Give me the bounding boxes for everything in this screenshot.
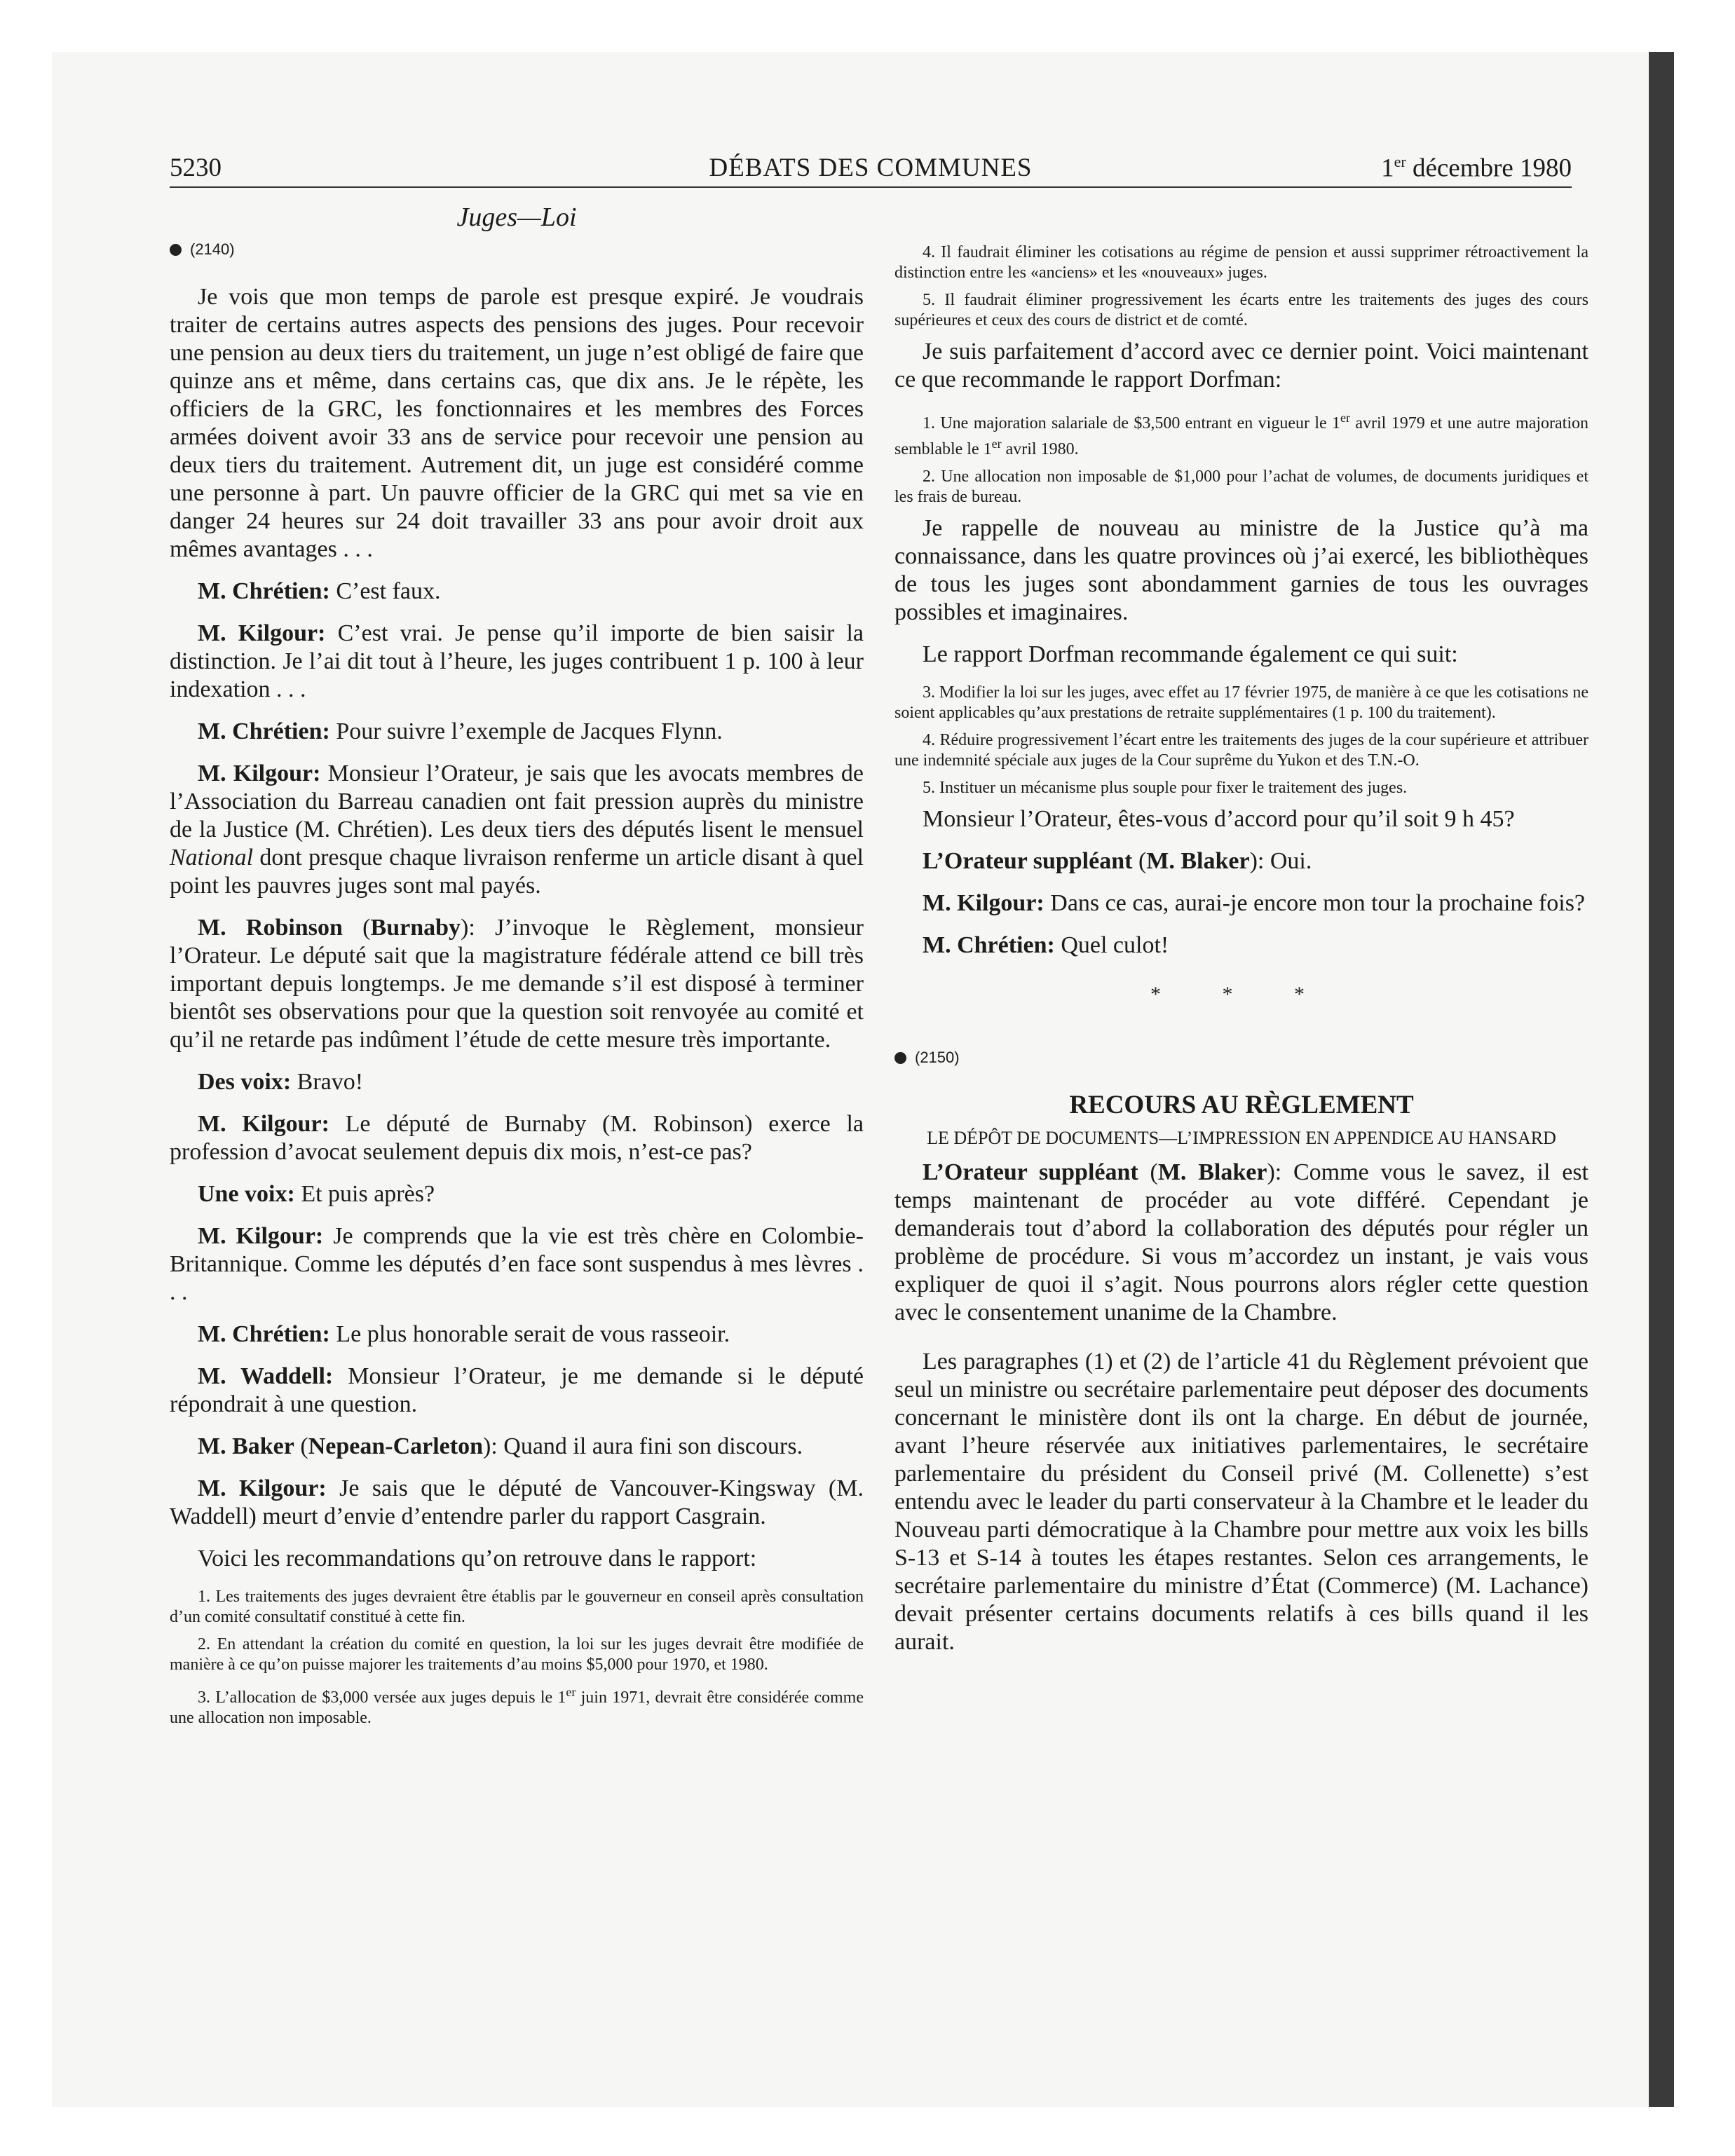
speech-paragraph: M. Chrétien: Pour suivre l’exemple de Jacques Flynn. <box>198 718 723 744</box>
speech-paragraph: Des voix: Bravo! <box>198 1069 364 1095</box>
speech-paragraph: Je vois que mon temps de parole est presque expiré. Je voudrais traiter de certains autres aspects des pensions des juges. Pour recevoir une pension au deux tiers du traitement, un juge n’est obligé de faire que quinze ans et même, dans certains cas, que dix ans. Je le répète, les officiers de la GRC, les fonctionnaires et les membres des Forces armées doivent avoir 33 ans de service pour recevoir une pension au deux tiers du traitement. Autrement dit, un juge est considéré comme une personne à part. Un pauvre officier de la GRC qui met sa vie en danger 24 heures sur 24 doit travailler 33 ans pour avoir droit aux mêmes avantages . . . <box>170 284 864 562</box>
header-rule <box>170 186 1572 188</box>
bullet-icon <box>894 1052 906 1064</box>
page-number: 5230 <box>170 153 222 182</box>
scan-edge-shadow <box>1649 52 1674 2107</box>
speech-paragraph: M. Kilgour: C’est vrai. Je pense qu’il importe de bien saisir la distinction. Je l’ai dit tout à l’heure, les juges contribuent 1 p. 100 à leur indexation . . . <box>170 620 864 702</box>
speech-paragraph: M. Kilgour: Je comprends que la vie est très chère en Colombie-Britannique. Comme les députés d’en face sont suspendus à mes lèvres . . . <box>170 1223 864 1305</box>
speech-paragraph: M. Chrétien: Quel culot! <box>923 932 1169 958</box>
left-column <box>170 203 864 1735</box>
recommendation-item: 2. Une allocation non imposable de $1,000 pour l’achat de volumes, de documents juridiques et les frais de bureau. <box>894 468 1588 506</box>
recommendation-item: 3. L’allocation de $3,000 versée aux juges depuis le 1er juin 1971, devrait être considérée comme une allocation non imposable. <box>170 1685 864 1727</box>
recommendation-item: 3. Modifier la loi sur les juges, avec effet au 17 février 1975, de manière à ce que les cotisations ne soient applicables qu’aux prestations de retraite supplémentaires (1 p. 100 du traitement). <box>894 683 1588 722</box>
speech-paragraph: L’Orateur suppléant (M. Blaker): Oui. <box>923 848 1312 874</box>
recommendation-item: 1. Les traitements des juges devraient être établis par le gouverneur en conseil après consultation d’un comité consultatif constitué à cette fin. <box>170 1588 864 1626</box>
recommendation-item: 4. Il faudrait éliminer les cotisations au régime de pension et aussi supprimer rétroactivement la distinction entre les «anciens» et les «nouveaux» juges. <box>894 243 1588 282</box>
speech-paragraph: Monsieur l’Orateur, êtes-vous d’accord pour qu’il soit 9 h 45? <box>923 806 1515 832</box>
right-column <box>894 203 1588 1670</box>
speech-paragraph: M. Robinson (Burnaby): J’invoque le Règlement, monsieur l’Orateur. Le député sait que la magistrature fédérale attend ce bill très important depuis longtemps. Je me demande s’il est disposé à terminer bientôt ses observations pour que la question soit renvoyée au comité et qu’il ne retarde pas indûment l’étude de cette mesure très importante. <box>170 915 864 1053</box>
section-title: RECOURS AU RÈGLEMENT <box>1069 1091 1414 1119</box>
speech-paragraph: L’Orateur suppléant (M. Blaker): Comme vous le savez, il est temps maintenant de procéder au vote différé. Cependant je demanderais tout d’abord la collaboration des députés pour régler un problème de procédure. Si vous m’accordez un instant, je vais vous expliquer de quoi il s’agit. Nous pourrons alors régler cette question avec le consentement unanime de la Chambre. <box>894 1159 1588 1325</box>
speech-paragraph: M. Chrétien: C’est faux. <box>198 578 441 604</box>
speech-paragraph: M. Waddell: Monsieur l’Orateur, je me demande si le député répondrait à une question. <box>170 1363 864 1417</box>
speech-paragraph: Les paragraphes (1) et (2) de l’article 41 du Règlement prévoient que seul un ministre ou secrétaire parlementaire peut déposer des documents concernant le ministère dont ils ont la charge. En début de journée, avant l’heure réservée aux initiatives parlementaires, le secrétaire parlementaire du président du Conseil privé (M. Collenette) s’est entendu avec le leader du parti conservateur à la Chambre et le leader du Nouveau parti démocratique à la Chambre pour mettre aux voix les bills S-13 et S-14 à toutes les étapes restantes. Selon ces arrangements, le secrétaire parlementaire du ministre d’État (Commerce) (M. Lachance) devait présenter certains documents relatifs à ces bills quand il les aurait. <box>894 1349 1588 1655</box>
page-header <box>170 153 1572 186</box>
speech-paragraph: M. Kilgour: Monsieur l’Orateur, je sais que les avocats membres de l’Association du Barreau canadien ont fait pression auprès du ministre de la Justice (M. Chrétien). Les deux tiers des députés lisent le mensuel National dont presque chaque livraison renferme un article disant à quel point les pauvres juges sont mal payés. <box>170 760 864 899</box>
speech-paragraph: Je suis parfaitement d’accord avec ce dernier point. Voici maintenant ce que recommande le rapport Dorfman: <box>894 339 1588 393</box>
recommendation-item: 5. Instituer un mécanisme plus souple pour fixer le traitement des juges. <box>923 779 1408 797</box>
subsection-title: LE DÉPÔT DE DOCUMENTS—L’IMPRESSION EN APPENDICE AU HANSARD <box>927 1128 1556 1148</box>
speech-paragraph: M. Baker (Nepean-Carleton): Quand il aura fini son discours. <box>198 1433 803 1459</box>
recommendation-item: 5. Il faudrait éliminer progressivement les écarts entre les traitements des juges des cours supérieures et ceux des cours de district et de comté. <box>894 291 1588 329</box>
time-marker: (2140) <box>170 236 864 264</box>
running-head: Juges—Loi <box>456 203 577 232</box>
recommendation-item: 2. En attendant la création du comité en question, la loi sur les juges devrait être modifiée de manière à ce qu’on puisse majorer les traitements d’au moins $5,000 pour 1970, et 1980. <box>170 1635 864 1674</box>
speech-paragraph: M. Kilgour: Le député de Burnaby (M. Robinson) exerce la profession d’avocat seulement depuis dix mois, n’est-ce pas? <box>170 1111 864 1165</box>
section-separator: * * * <box>1150 983 1333 1006</box>
publication-title: DÉBATS DES COMMUNES <box>709 153 1033 182</box>
speech-paragraph: Le rapport Dorfman recommande également ce qui suit: <box>923 641 1458 667</box>
speech-paragraph: M. Chrétien: Le plus honorable serait de vous rasseoir. <box>198 1321 730 1347</box>
speech-paragraph: Une voix: Et puis après? <box>198 1181 435 1207</box>
recommendation-item: 1. Une majoration salariale de $3,500 entrant en vigueur le 1er avril 1979 et une autre majoration semblable le 1er avril 1980. <box>894 411 1589 458</box>
recommendation-item: 4. Réduire progressivement l’écart entre les traitements des juges de la cour supérieure et attribuer une indemnité spéciale aux juges de la Cour suprême du Yukon et des T.N.-O. <box>894 731 1588 770</box>
time-marker: (2150) <box>894 1044 1588 1072</box>
speech-paragraph: Je rappelle de nouveau au ministre de la Justice qu’à ma connaissance, dans les quatre provinces où j’ai exercé, les bibliothèques de tous les juges sont abondamment garnies de tous les ouvrages possibles et imaginaires. <box>894 515 1588 625</box>
speech-paragraph: M. Kilgour: Dans ce cas, aurai-je encore mon tour la prochaine fois? <box>923 890 1586 916</box>
page-date: 1er décembre 1980 <box>1381 153 1572 183</box>
bullet-icon <box>170 244 182 256</box>
speech-paragraph: M. Kilgour: Je sais que le député de Vancouver-Kingsway (M. Waddell) meurt d’envie d’entendre parler du rapport Casgrain. <box>170 1475 864 1529</box>
speech-paragraph: Voici les recommandations qu’on retrouve dans le rapport: <box>198 1546 757 1571</box>
